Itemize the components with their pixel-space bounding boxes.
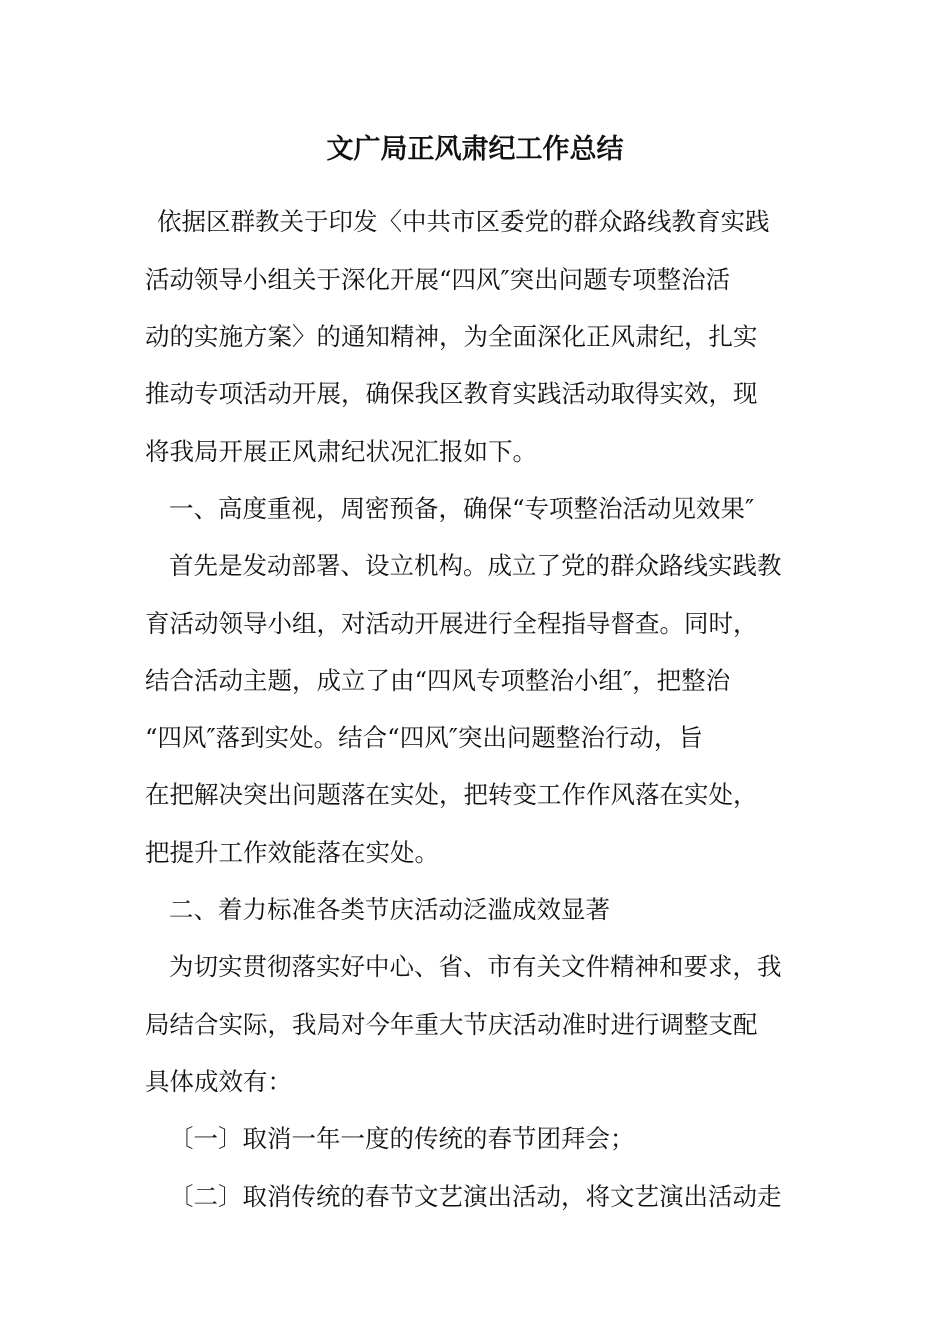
paragraph-line: 首先是发动部署、设立机构。成立了党的群众路线实践教 — [169, 551, 782, 580]
paragraph-line: 为切实贯彻落实好中心、省、市有关文件精神和要求，我 — [169, 952, 782, 981]
paragraph-line: 推动专项活动开展，确保我区教育实践活动取得实效，现 — [145, 379, 758, 408]
paragraph-line: 育活动领导小组，对活动开展进行全程指导督查。同时， — [145, 609, 758, 638]
paragraph-line: “四风″落到实处。结合“四风″突出问题整治行动，旨 — [145, 723, 703, 752]
paragraph-line: 结合活动主题，成立了由“四风专项整治小组″，把整治 — [145, 666, 731, 695]
paragraph-line: 局结合实际，我局对今年重大节庆活动准时进行调整支配 — [145, 1010, 758, 1039]
paragraph-line: 在把解决突出问题落在实处，把转变工作作风落在实处， — [145, 780, 758, 809]
list-item: 〔二〕取消传统的春节文艺演出活动，将文艺演出活动走 — [169, 1182, 782, 1211]
paragraph-line: 活动领导小组关于深化开展“四风″突出问题专项整治活 — [145, 265, 731, 294]
paragraph-line: 将我局开展正风肃纪状况汇报如下。 — [145, 437, 537, 466]
list-item: 〔一〕取消一年一度的传统的春节团拜会； — [169, 1124, 635, 1153]
section-heading: 一、高度重视，周密预备，确保“专项整治活动见效果″ — [169, 494, 755, 523]
section-heading: 二、着力标准各类节庆活动泛滥成效显著 — [169, 895, 610, 924]
document-title: 文广局正风肃纪工作总结 — [326, 134, 624, 165]
paragraph-line: 依据区群教关于印发〈中共市区委党的群众路线教育实践 — [157, 207, 770, 236]
paragraph-line: 动的实施方案〉的通知精神，为全面深化正风肃纪，扎实 — [145, 322, 758, 351]
paragraph-line: 把提升工作效能落在实处。 — [145, 838, 439, 867]
paragraph-line: 具体成效有： — [145, 1067, 292, 1096]
